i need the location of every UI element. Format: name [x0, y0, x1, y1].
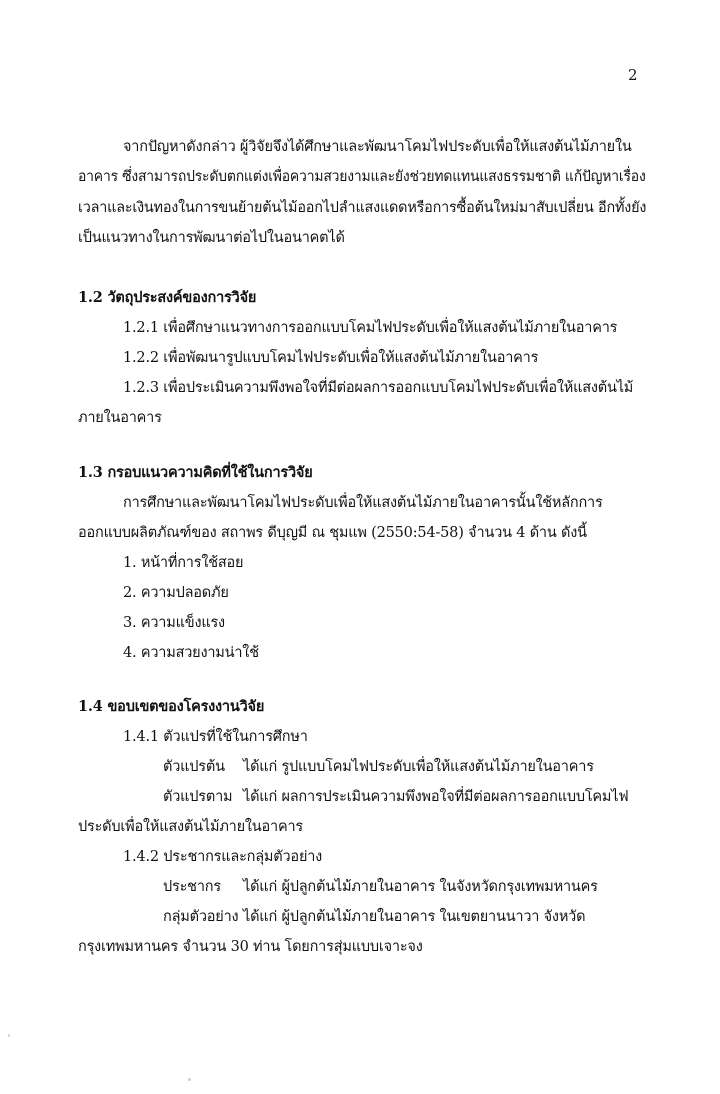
sample-text: ได้แก่ ผู้ปลูกต้นไม้ภายในอาคาร ในเขตยานนาวา จังหวัด [243, 909, 586, 925]
framework-item-3: 3. ความแข็งแรง [123, 615, 225, 631]
dependent-variable-text: ได้แก่ ผลการประเมินความพึงพอใจที่มีต่อผลการออกแบบโคมไฟ [243, 789, 629, 805]
objective-2: 1.2.2 เพื่อพัฒนารูปแบบโคมไฟประดับเพื่อให้แสงต้นไม้ภายในอาคาร [123, 350, 539, 366]
page-number: 2 [628, 66, 638, 84]
population-label: ประชากร [163, 879, 221, 895]
sample-label: กลุ่มตัวอย่าง [163, 909, 239, 925]
framework-item-2: 2. ความปลอดภัย [123, 585, 229, 601]
intro-line-1: จากปัญหาดังกล่าว ผู้วิจัยจึงได้ศึกษาและพัฒนาโคมไฟประดับเพื่อให้แสงต้นไม้ภายใน [123, 139, 632, 155]
independent-variable-label: ตัวแปรต้น [163, 759, 225, 775]
dependent-variable-continued: ประดับเพื่อให้แสงต้นไม้ภายในอาคาร [78, 819, 303, 835]
sample-continued: กรุงเทพมหานคร จำนวน 30 ท่าน โดยการสุ่มแบบเจาะจง [78, 939, 423, 955]
dependent-variable-label: ตัวแปรตาม [163, 789, 233, 805]
objective-3: 1.2.3 เพื่อประเมินความพึงพอใจที่มีต่อผลการออกแบบโคมไฟประดับเพื่อให้แสงต้นไม้ [123, 380, 634, 396]
independent-variable-text: ได้แก่ รูปแบบโคมไฟประดับเพื่อให้แสงต้นไม้ภายในอาคาร [243, 759, 594, 775]
intro-line-3: เวลาและเงินทองในการขนย้ายต้นไม้ออกไปลำแสงแดดหรือการซื้อต้นใหม่มาสับเปลี่ยน อีกทั้งยัง [78, 200, 647, 216]
section-1-3-heading: 1.3 กรอบแนวความคิดที่ใช้ในการวิจัย [78, 464, 313, 481]
scope-sub-2: 1.4.2 ประชากรและกลุ่มตัวอย่าง [123, 849, 323, 865]
population-text: ได้แก่ ผู้ปลูกต้นไม้ภายในอาคาร ในจังหวัดกรุงเทพมหานคร [243, 879, 598, 895]
scan-speck [8, 1034, 10, 1037]
framework-item-1: 1. หน้าที่การใช้สอย [123, 555, 244, 571]
scan-speck [188, 1078, 191, 1081]
framework-line-1: การศึกษาและพัฒนาโคมไฟประดับเพื่อให้แสงต้นไม้ภายในอาคารนั้นใช้หลักการ [123, 495, 603, 511]
framework-line-2: ออกแบบผลิตภัณฑ์ของ สถาพร ดีบุญมี ณ ชุมแพ (2550:54-58) จำนวน 4 ด้าน ดังนี้ [78, 525, 587, 541]
section-1-2-heading: 1.2 วัตถุประสงค์ของการวิจัย [78, 289, 257, 306]
scope-sub-1: 1.4.1 ตัวแปรที่ใช้ในการศึกษา [123, 729, 308, 745]
intro-line-4: เป็นแนวทางในการพัฒนาต่อไปในอนาคตได้ [78, 230, 345, 246]
section-1-4-heading: 1.4 ขอบเขตของโครงงานวิจัย [78, 698, 265, 715]
intro-line-2: อาคาร ซึ่งสามารถประดับตกแต่งเพื่อความสวยงามและยังช่วยทดแทนแสงธรรมชาติ แก้ปัญหาเรื่อง [78, 169, 646, 185]
objective-3-continued: ภายในอาคาร [78, 410, 162, 426]
objective-1: 1.2.1 เพื่อศึกษาแนวทางการออกแบบโคมไฟประดับเพื่อให้แสงต้นไม้ภายในอาคาร [123, 320, 618, 336]
framework-item-4: 4. ความสวยงามน่าใช้ [123, 645, 259, 661]
